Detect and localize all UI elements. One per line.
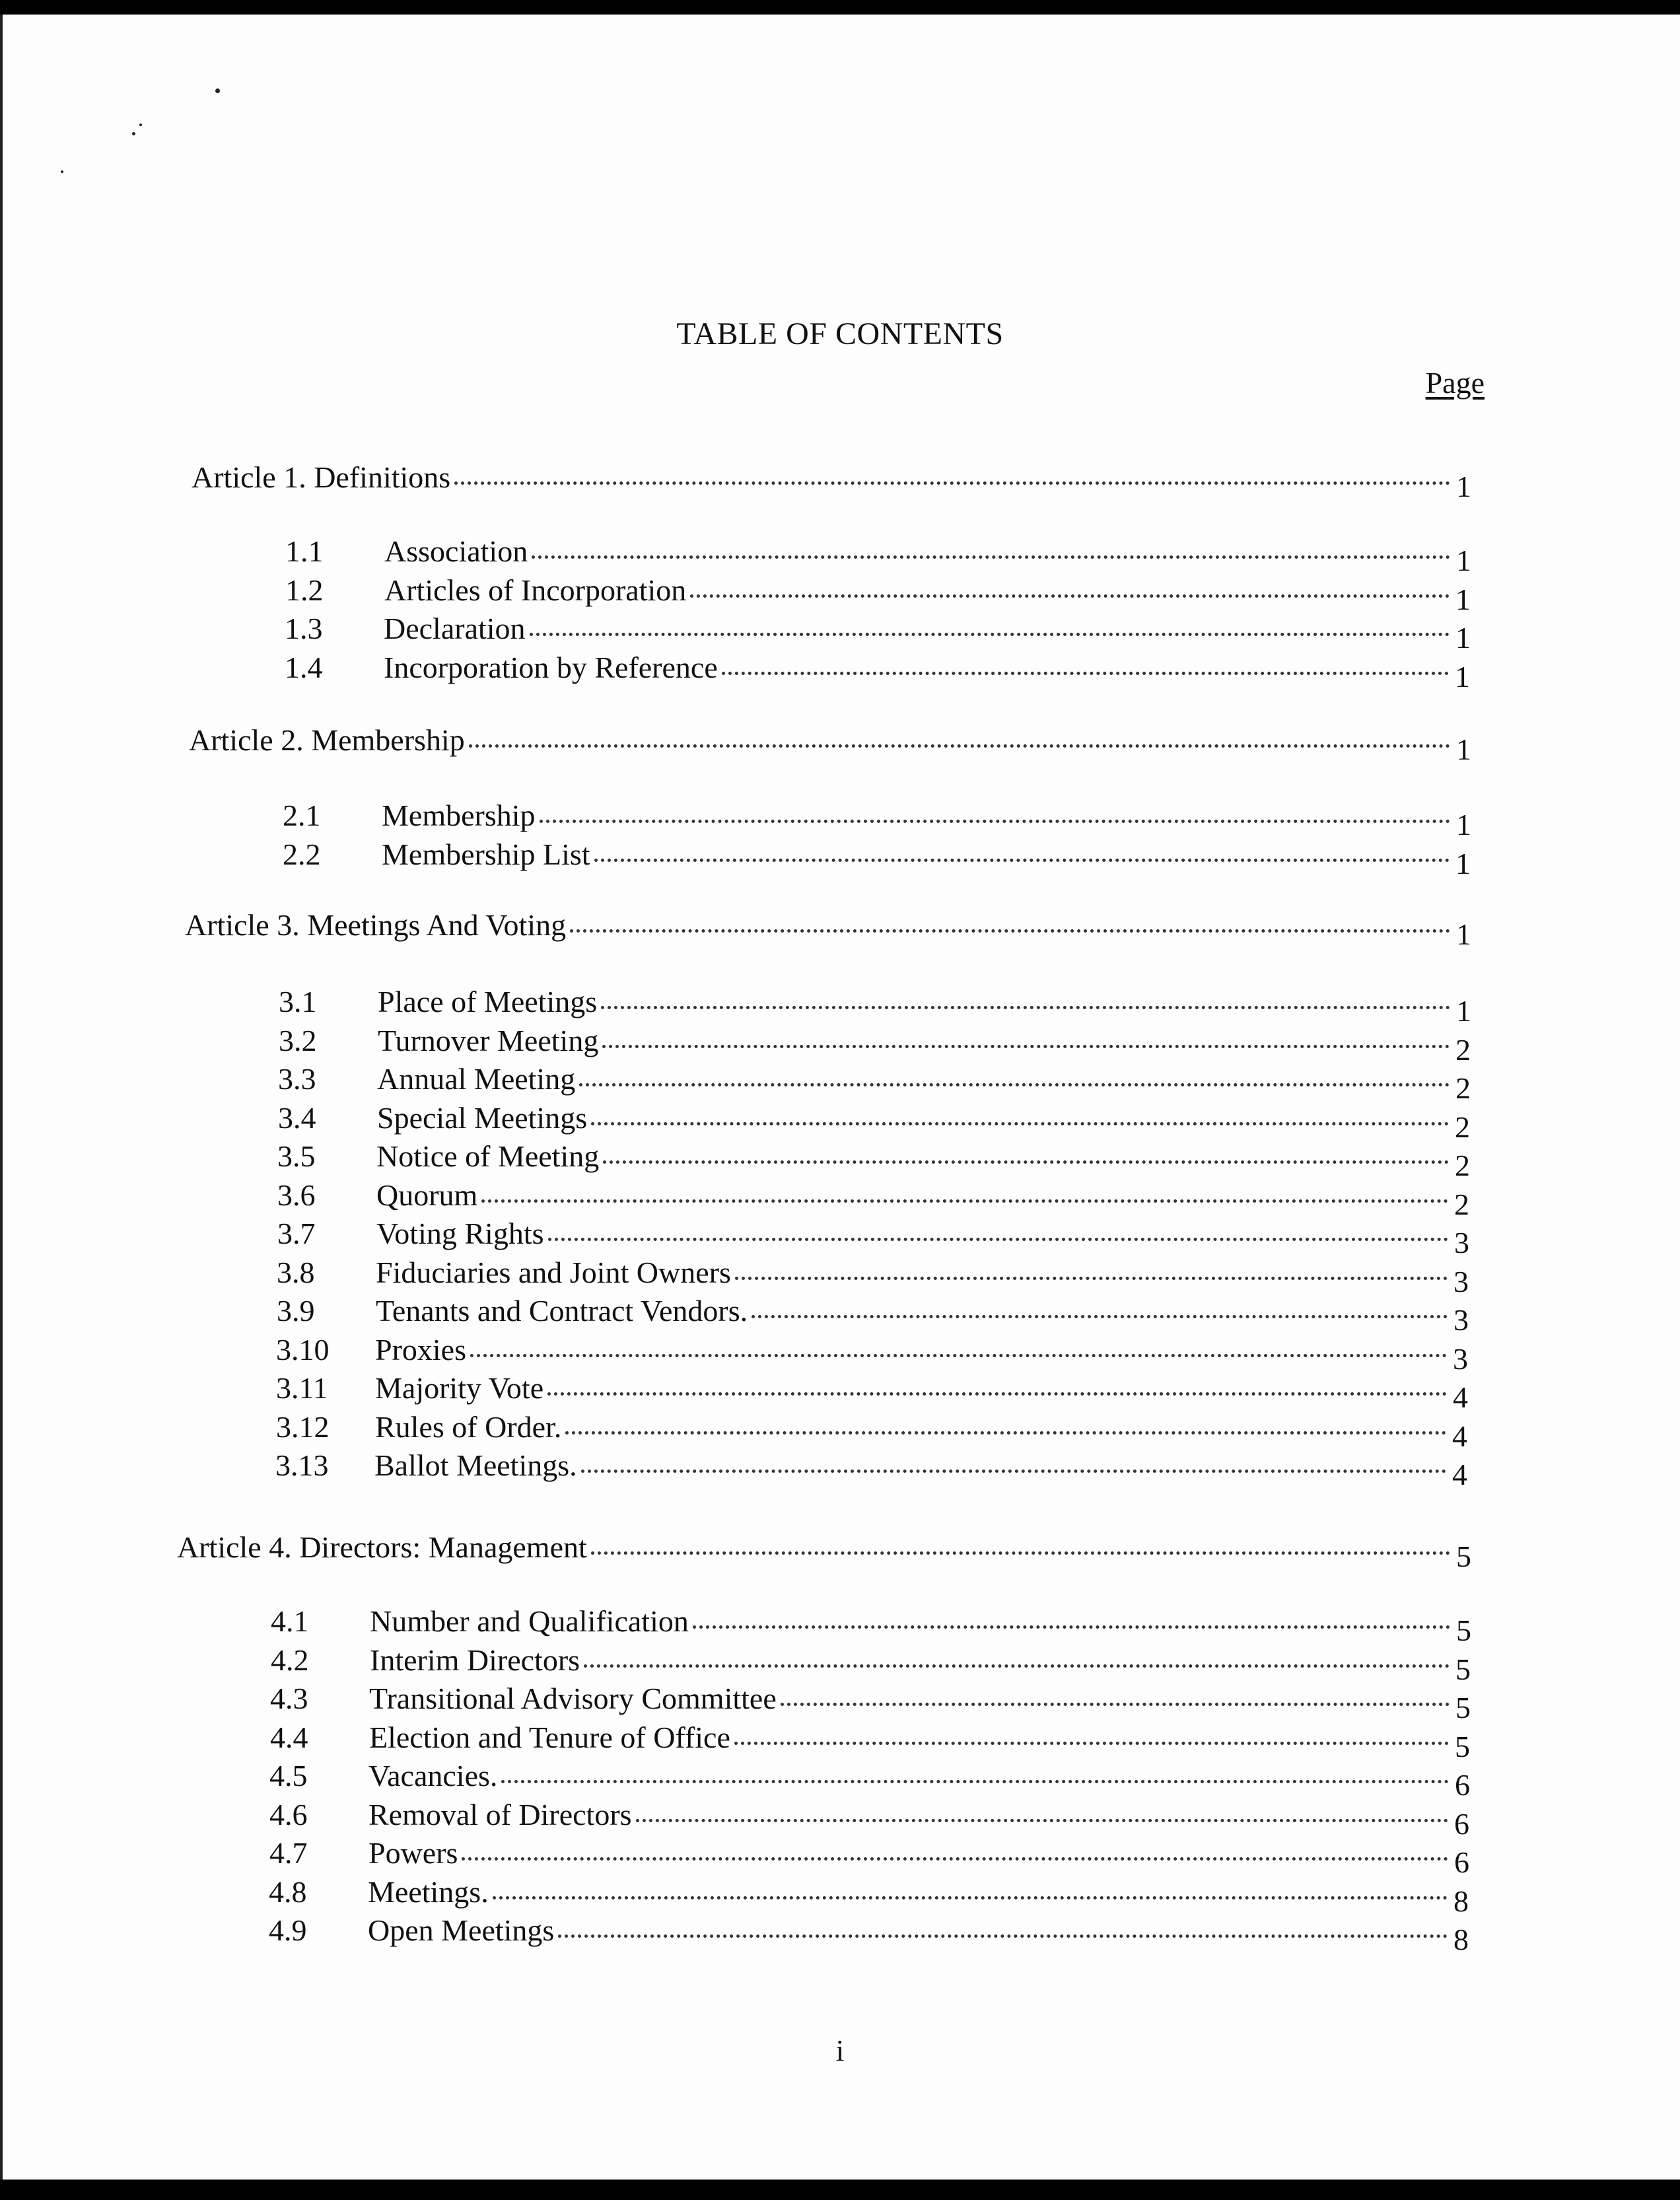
toc-section-entry bbox=[270, 1720, 1470, 1763]
article-title: Article 2. Membership bbox=[189, 723, 465, 757]
section-number: 1.3 bbox=[285, 612, 323, 645]
section-title: Articles of Incorporation bbox=[384, 573, 687, 607]
toc-article-entry bbox=[192, 460, 1471, 503]
toc-section-entry bbox=[269, 1913, 1469, 1956]
page-number: 4 bbox=[1452, 1419, 1467, 1453]
section-number: 3.7 bbox=[277, 1217, 316, 1250]
page-number: 5 bbox=[1456, 1614, 1471, 1647]
toc-section-entry bbox=[269, 1797, 1469, 1841]
dot-leader bbox=[532, 555, 1450, 559]
dot-leader bbox=[693, 1625, 1450, 1629]
page-number: 1 bbox=[1455, 846, 1471, 880]
dot-leader bbox=[530, 633, 1450, 636]
section-number: 3.4 bbox=[278, 1100, 316, 1135]
dot-leader bbox=[602, 1045, 1450, 1048]
section-number: 3.12 bbox=[276, 1409, 330, 1444]
section-title: Open Meetings bbox=[368, 1913, 555, 1947]
section-title: Special Meetings bbox=[377, 1100, 588, 1135]
page-number: 4 bbox=[1452, 1458, 1467, 1491]
section-title: Majority Vote bbox=[375, 1371, 544, 1405]
section-title: Declaration bbox=[384, 612, 526, 645]
dot-leader bbox=[558, 1934, 1448, 1938]
page-number: 5 bbox=[1456, 1540, 1471, 1573]
page-number: 5 bbox=[1455, 1729, 1470, 1763]
scan-speck bbox=[215, 89, 220, 93]
footer-page-number: i bbox=[835, 2034, 845, 2067]
section-title: Tenants and Contract Vendors. bbox=[376, 1294, 748, 1328]
page-number: 2 bbox=[1455, 1110, 1470, 1144]
page-number: 1 bbox=[1456, 808, 1471, 841]
toc-section-entry bbox=[285, 573, 1471, 616]
section-title: Notice of Meeting bbox=[376, 1139, 600, 1173]
toc-section-entry bbox=[275, 1448, 1467, 1491]
dot-leader bbox=[722, 672, 1449, 675]
section-number: 3.2 bbox=[279, 1023, 317, 1057]
section-number: 4.8 bbox=[269, 1874, 307, 1909]
section-number: 3.10 bbox=[276, 1332, 330, 1366]
section-title: Membership bbox=[382, 798, 536, 832]
page-number: 3 bbox=[1454, 1226, 1469, 1260]
dot-leader bbox=[735, 1277, 1448, 1280]
section-number: 4.2 bbox=[271, 1643, 309, 1677]
dot-leader bbox=[591, 1551, 1450, 1555]
section-title: Meetings. bbox=[368, 1874, 489, 1909]
dot-leader bbox=[548, 1238, 1449, 1241]
scan-border-top bbox=[0, 0, 1680, 15]
page-number: 1 bbox=[1456, 470, 1471, 503]
section-title: Annual Meeting bbox=[377, 1062, 576, 1096]
section-title: Place of Meetings bbox=[378, 985, 598, 1018]
toc-section-entry bbox=[277, 1217, 1469, 1260]
toc-article-entry bbox=[189, 723, 1471, 766]
section-title: Association bbox=[384, 534, 528, 568]
section-title: Transitional Advisory Committee bbox=[369, 1682, 777, 1715]
section-title: Membership List bbox=[382, 837, 590, 871]
page-number: 1 bbox=[1455, 659, 1470, 693]
toc-section-entry bbox=[269, 1874, 1469, 1918]
toc-section-entry bbox=[285, 612, 1471, 655]
dot-leader bbox=[540, 820, 1450, 823]
section-title: Fiduciaries and Joint Owners bbox=[376, 1255, 731, 1289]
scan-speck bbox=[139, 124, 142, 126]
section-number: 3.13 bbox=[275, 1448, 329, 1482]
dot-leader bbox=[570, 929, 1450, 933]
section-number: 1.2 bbox=[285, 573, 324, 607]
toc-section-entry bbox=[271, 1643, 1471, 1686]
page-number: 5 bbox=[1455, 1652, 1471, 1686]
article-title: Article 4. Directors: Management bbox=[177, 1530, 587, 1564]
toc-section-entry bbox=[285, 650, 1470, 693]
dot-leader bbox=[752, 1315, 1448, 1318]
page-number: 6 bbox=[1454, 1806, 1469, 1841]
section-title: Voting Rights bbox=[376, 1217, 544, 1250]
dot-leader bbox=[501, 1780, 1449, 1783]
page-number: 3 bbox=[1453, 1341, 1468, 1376]
dot-leader bbox=[690, 594, 1450, 598]
section-title: Proxies bbox=[375, 1332, 466, 1366]
section-number: 4.1 bbox=[271, 1604, 309, 1638]
section-number: 4.9 bbox=[269, 1913, 307, 1947]
section-title: Incorporation by Reference bbox=[384, 650, 718, 684]
article-title: Article 3. Meetings And Voting bbox=[185, 908, 567, 942]
section-number: 2.2 bbox=[283, 837, 321, 871]
section-title: Vacancies. bbox=[368, 1759, 498, 1792]
section-number: 3.9 bbox=[277, 1294, 315, 1328]
scan-border-bottom bbox=[0, 2180, 1680, 2200]
dot-leader bbox=[579, 1083, 1450, 1086]
section-title: Removal of Directors bbox=[368, 1797, 632, 1831]
toc-section-entry bbox=[283, 837, 1471, 880]
page-number: 1 bbox=[1455, 582, 1471, 616]
section-title: Powers bbox=[368, 1836, 458, 1870]
page-number: 8 bbox=[1453, 1923, 1469, 1956]
dot-leader bbox=[493, 1896, 1448, 1899]
page-number: 1 bbox=[1456, 732, 1471, 766]
section-number: 3.8 bbox=[277, 1255, 315, 1289]
dot-leader bbox=[547, 1392, 1447, 1396]
page-number: 2 bbox=[1455, 1149, 1470, 1182]
section-title: Ballot Meetings. bbox=[374, 1448, 577, 1482]
dot-leader bbox=[601, 1006, 1450, 1009]
section-number: 4.3 bbox=[270, 1682, 308, 1715]
dot-leader bbox=[565, 1431, 1446, 1435]
dot-leader bbox=[584, 1664, 1450, 1668]
section-number: 3.1 bbox=[279, 985, 317, 1018]
section-number: 1.4 bbox=[285, 650, 323, 684]
toc-section-entry bbox=[285, 534, 1471, 577]
section-number: 4.7 bbox=[269, 1836, 308, 1870]
section-title: Election and Tenure of Office bbox=[369, 1720, 730, 1754]
page-number: 6 bbox=[1454, 1845, 1469, 1879]
toc-section-entry bbox=[276, 1409, 1467, 1453]
dot-leader bbox=[636, 1819, 1448, 1822]
section-number: 1.1 bbox=[285, 534, 324, 568]
page-number: 1 bbox=[1456, 994, 1471, 1028]
toc-title: TABLE OF CONTENTS bbox=[676, 316, 1004, 351]
toc-article-entry bbox=[185, 908, 1471, 951]
dot-leader bbox=[470, 1354, 1447, 1357]
page-number: 1 bbox=[1456, 544, 1471, 577]
article-title: Article 1. Definitions bbox=[192, 460, 451, 494]
toc-section-entry bbox=[279, 1023, 1471, 1067]
dot-leader bbox=[591, 1122, 1449, 1125]
page-number: 3 bbox=[1453, 1303, 1469, 1337]
dot-leader bbox=[734, 1742, 1449, 1745]
toc-section-entry bbox=[269, 1759, 1470, 1802]
toc-section-entry bbox=[279, 985, 1471, 1028]
toc-section-entry bbox=[277, 1178, 1469, 1221]
page-number: 2 bbox=[1455, 1032, 1471, 1067]
dot-leader bbox=[594, 859, 1450, 862]
section-title: Number and Qualification bbox=[370, 1604, 689, 1638]
section-title: Quorum bbox=[376, 1178, 478, 1212]
section-number: 4.6 bbox=[269, 1797, 308, 1831]
page-number: 8 bbox=[1453, 1884, 1469, 1918]
dot-leader bbox=[603, 1160, 1449, 1164]
section-number: 4.5 bbox=[269, 1759, 308, 1792]
page-number: 3 bbox=[1453, 1264, 1469, 1298]
toc-section-entry bbox=[271, 1604, 1471, 1647]
section-number: 4.4 bbox=[270, 1720, 308, 1754]
dot-leader bbox=[462, 1857, 1448, 1861]
toc-section-entry bbox=[276, 1332, 1468, 1376]
page-number: 4 bbox=[1453, 1380, 1468, 1414]
section-number: 3.6 bbox=[277, 1178, 316, 1212]
page-number: 6 bbox=[1455, 1768, 1470, 1802]
toc-section-entry bbox=[276, 1371, 1468, 1414]
dot-leader bbox=[481, 1199, 1448, 1203]
page-column-header: Page bbox=[1425, 366, 1485, 400]
section-number: 2.1 bbox=[283, 798, 321, 832]
scan-speck bbox=[132, 132, 135, 135]
toc-section-entry bbox=[277, 1139, 1470, 1182]
section-title: Turnover Meeting bbox=[378, 1023, 599, 1057]
section-number: 3.11 bbox=[276, 1371, 328, 1405]
toc-section-entry bbox=[269, 1836, 1469, 1879]
section-title: Interim Directors bbox=[370, 1643, 580, 1677]
page-number: 2 bbox=[1455, 1071, 1471, 1105]
toc-section-entry bbox=[278, 1062, 1471, 1105]
toc-article-entry bbox=[177, 1530, 1471, 1573]
dot-leader bbox=[469, 744, 1450, 748]
dot-leader bbox=[454, 481, 1450, 485]
toc-section-entry bbox=[283, 798, 1471, 841]
section-number: 3.5 bbox=[277, 1139, 316, 1173]
page-number: 5 bbox=[1455, 1691, 1471, 1724]
dot-leader bbox=[581, 1470, 1446, 1473]
page-number: 2 bbox=[1454, 1187, 1469, 1221]
toc-section-entry bbox=[278, 1100, 1470, 1144]
page-number: 1 bbox=[1456, 917, 1471, 951]
section-title: Rules of Order. bbox=[375, 1409, 562, 1444]
section-number: 3.3 bbox=[278, 1062, 316, 1096]
scan-speck bbox=[61, 170, 63, 173]
dot-leader bbox=[781, 1703, 1450, 1706]
toc-section-entry bbox=[270, 1682, 1471, 1724]
toc-section-entry bbox=[277, 1255, 1469, 1298]
page-number: 1 bbox=[1455, 621, 1471, 655]
toc-section-entry bbox=[277, 1294, 1469, 1337]
